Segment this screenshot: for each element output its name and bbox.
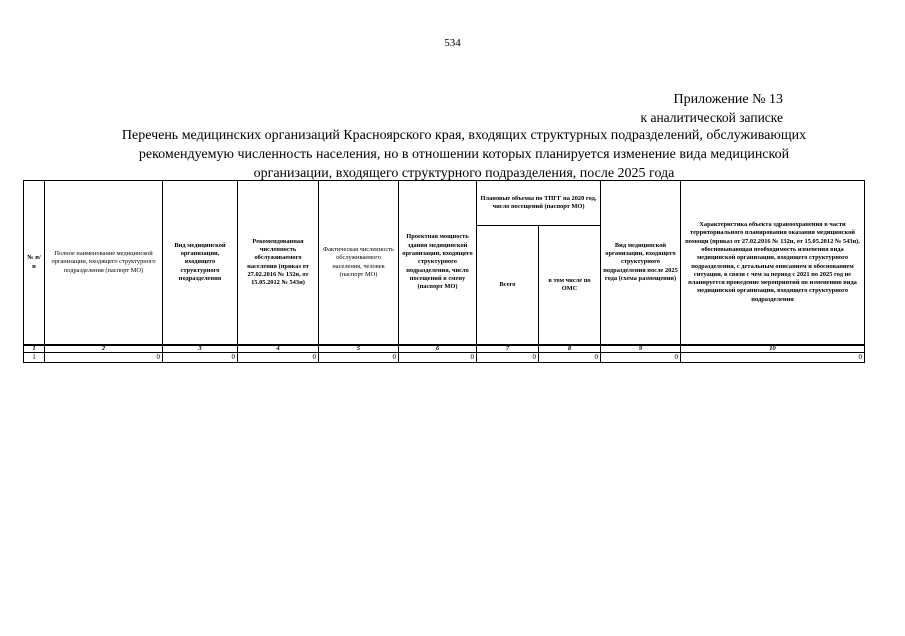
header-number: № п/п [24,181,45,346]
header-characteristics: Характеристика объекта здравоохранения в части территориального планирования оказания медицинской помощи (приказ от 27.02.2016 № 132н, от 15.05.2012 № 543н), обосновывающая необходимость изменения вида медицинской организации, входящего структурного подразделения, с детальным описанием и обоснованием ситуации, в связи с чем за период с 2021 по 2025 год не планируется проведение мероприятий по изменению вида медицинской организации, входящего структурного подразделения [681,181,865,346]
column-number: 4 [238,345,319,353]
column-number: 2 [45,345,163,353]
table-cell: 1 [24,353,45,363]
header-organization-type: Вид медицинской организации, входящего структурного подразделения [163,181,238,346]
table-cell: 0 [399,353,477,363]
column-number: 7 [477,345,539,353]
table-cell: 0 [601,353,681,363]
table-cell: 0 [539,353,601,363]
table-cell: 0 [45,353,163,363]
header-recommended-population: Рекомендованная численность обслуживаемого населения (приказ от 27.02.2016 № 132н, от 15.05.2012 № 543н) [238,181,319,346]
column-number: 1 [24,345,45,353]
header-planned-volumes: Плановые объемы по ТПГГ на 2020 год, число посещений (паспорт МО) [477,181,601,226]
column-number: 10 [681,345,865,353]
column-number-row [24,345,865,353]
header-type-after-2025: Вид медицинской организации, входящего структурного подразделения после 2025 года (схема размещения) [601,181,681,346]
table-cell: 0 [163,353,238,363]
table-row [24,353,865,363]
header-organization-name: Полное наименование медицинской организации, входящего структурного подразделения (паспорт МО) [45,181,163,346]
header-actual-population: Фактическая численность обслуживаемого населения, человек (паспорт МО) [319,181,399,346]
header-planned-total: Всего [477,226,539,346]
title-line-1: Перечень медицинских организаций Красноярского края, входящих структурных подразделений, обслуживающих [121,128,807,143]
column-number: 3 [163,345,238,353]
organizations-table [23,180,865,363]
column-number: 6 [399,345,477,353]
column-number: 5 [319,345,399,353]
table-cell: 0 [681,353,865,363]
title-line-2: рекомендуемую численность населения, но в отношении которых планируется изменение вида медицинской [138,147,790,162]
appendix-note: к аналитической записке [640,110,783,125]
table-cell: 0 [477,353,539,363]
title-line-3: организации, входящего структурного подразделения, после 2025 года [253,166,675,181]
header-planned-oms: в том числе по ОМС [539,226,601,346]
column-number: 8 [539,345,601,353]
appendix-label: Приложение № 13 [673,92,783,107]
document-title [40,126,888,183]
page-number: 534 [444,37,461,49]
column-number: 9 [601,345,681,353]
header-design-capacity: Проектная мощность здания медицинской организации, входящего структурного подразделения, число посещений в смену (паспорт МО) [399,181,477,346]
table-cell: 0 [238,353,319,363]
table-cell: 0 [319,353,399,363]
